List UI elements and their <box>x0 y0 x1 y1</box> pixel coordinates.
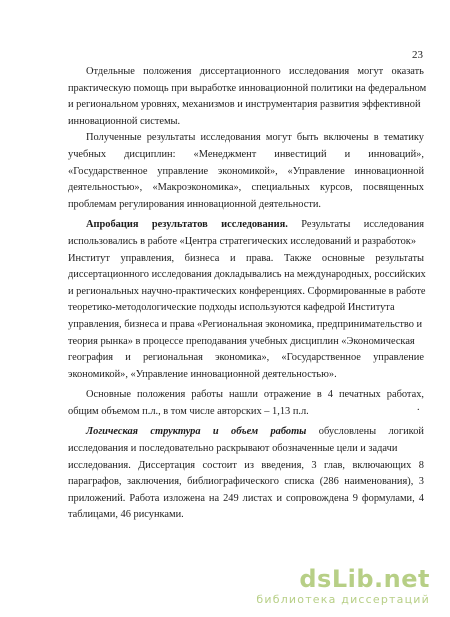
word: в <box>316 389 322 401</box>
watermark[interactable] <box>240 566 430 606</box>
word: приложений. <box>68 492 126 504</box>
bold-heading-word: Апробация <box>86 219 139 231</box>
word: Также <box>283 252 312 264</box>
word: Институт <box>68 252 110 264</box>
word: отражение <box>263 389 311 401</box>
text-line: таблицами, 46 рисунками. <box>68 509 184 521</box>
text-line <box>68 251 424 268</box>
word: бизнеса <box>184 252 220 264</box>
word: библиографического <box>187 476 279 488</box>
page-number: 23 <box>412 49 423 61</box>
watermark-logo[interactable]: dsLib.net <box>299 565 430 593</box>
word: инновационной <box>354 165 424 177</box>
word: курсов, <box>320 182 353 194</box>
text-line: общим объемом п.л., в том числе авторских – 1,13 п.л. <box>68 405 309 417</box>
word: исследования <box>288 66 350 77</box>
bold-heading-word: и <box>212 426 219 438</box>
word: региональная <box>142 352 203 364</box>
word: положения <box>143 66 192 77</box>
word: работах, <box>386 389 424 401</box>
bold-heading-word: Логическая <box>86 426 139 438</box>
text-line: теоретико-методологические подходы используются кафедрой Института <box>68 302 395 314</box>
word: география <box>68 352 114 364</box>
word: «Менеджмент <box>193 148 257 160</box>
bold-heading-word: результатов <box>151 219 208 231</box>
word: Отдельные <box>86 66 135 77</box>
text-line: исследования и последовательно раскрывают обозначенные цели и задачи <box>68 443 398 455</box>
word: из <box>244 459 254 471</box>
word: 4 <box>418 492 424 504</box>
watermark-subtitle: библиотека диссертаций <box>256 593 430 606</box>
word: могут <box>265 132 292 144</box>
bold-heading-word: исследования. <box>221 219 288 231</box>
word: оказать <box>391 66 424 77</box>
text-line: использовались в работе «Центра стратегических исследований и разработок» <box>68 235 417 247</box>
stray-mark: . <box>417 402 420 413</box>
word: диссертационного <box>199 66 281 77</box>
text-line <box>68 217 424 234</box>
word: глав, <box>324 459 346 471</box>
text-line <box>68 474 424 491</box>
word: исследования <box>363 219 424 231</box>
word: управление <box>373 352 424 364</box>
text-line <box>68 130 424 147</box>
word: в <box>373 132 379 144</box>
word: и <box>276 492 283 504</box>
text-line: практическую помощь при выработке инновационной политики на федеральном <box>68 82 427 94</box>
text-line <box>68 164 424 181</box>
text-line: инновационной системы. <box>68 115 181 127</box>
word: управления, <box>120 252 175 264</box>
word: Основные <box>86 389 131 401</box>
word: состоит <box>202 459 237 471</box>
word: и <box>125 352 131 364</box>
text-line <box>68 491 424 508</box>
text-line <box>68 424 424 441</box>
text-line <box>68 180 424 197</box>
word: работы <box>191 389 223 401</box>
word: печатных <box>338 389 381 401</box>
word: изложена <box>163 492 205 504</box>
text-line <box>68 458 424 475</box>
bold-heading-word: объем <box>231 426 259 438</box>
word: 3 <box>311 459 317 471</box>
word: включены <box>323 132 369 144</box>
word: «Государственное <box>281 352 361 364</box>
word: результаты <box>375 252 424 264</box>
word: «Государственное <box>68 165 148 177</box>
word: обусловлены <box>318 426 377 438</box>
word: инноваций», <box>368 148 424 160</box>
word: логикой <box>388 426 424 438</box>
word: заключения, <box>126 476 182 488</box>
bold-heading-word: работы <box>270 426 307 438</box>
word: включающих <box>352 459 412 471</box>
text-line: теория рынка» в процессе преподавания учебных дисциплин «Экономическая <box>68 335 415 347</box>
text-line: и региональном уровнях, механизмов и инструментария развития эффективной <box>68 99 421 111</box>
word: управление <box>157 165 209 177</box>
word: посвященных <box>362 182 424 194</box>
text-line <box>68 147 424 164</box>
word: исследования. <box>68 459 131 471</box>
word: результаты <box>146 132 196 144</box>
word: 4 <box>327 389 333 401</box>
word: тематику <box>383 132 424 144</box>
word: и <box>229 252 236 264</box>
bold-heading-word: структура <box>150 426 201 438</box>
word: экономика», <box>215 352 270 364</box>
text-line: диссертационного исследования докладывались на международных, российских <box>68 269 426 281</box>
word: положения <box>136 389 186 401</box>
word: исследования <box>200 132 261 144</box>
document-body <box>68 64 427 524</box>
word: 3 <box>418 476 424 488</box>
word: права. <box>246 252 274 264</box>
text-line <box>68 350 424 367</box>
word: наименования), <box>344 476 414 488</box>
word: Работа <box>129 492 160 504</box>
text-line: экономикой», «Управление инновационной деятельностью». <box>68 368 337 380</box>
word: дисциплин: <box>124 148 176 160</box>
text-line <box>68 64 424 81</box>
word: листах <box>242 492 273 504</box>
word: Полученные <box>86 132 142 144</box>
word: сопровождена <box>285 492 349 504</box>
word: «Макроэкономика», <box>152 182 242 194</box>
word: 9 <box>352 492 358 504</box>
word: Диссертация <box>138 459 196 471</box>
word: деятельностью», <box>68 182 143 194</box>
word: нашли <box>228 389 258 401</box>
text-line: и региональных научно-практических конференциях. Сформированные в работе <box>68 285 426 297</box>
word: быть <box>296 132 319 144</box>
word: списка <box>284 476 315 488</box>
word: параграфов, <box>68 476 122 488</box>
word: 8 <box>418 459 424 471</box>
text-line: управления, бизнеса и права «Региональная экономика, предпринимательство и <box>68 318 423 330</box>
word: (286 <box>319 476 339 488</box>
text-line <box>68 387 424 404</box>
word: 249 <box>223 492 239 504</box>
word: на <box>208 492 220 504</box>
text-line: проблемам регулирования инновационной деятельности. <box>68 198 322 210</box>
word: введения, <box>261 459 304 471</box>
word: могут <box>357 66 384 77</box>
word: формулами, <box>361 492 415 504</box>
word: инвестиций <box>274 148 327 160</box>
word: экономикой», <box>217 165 278 177</box>
word: «Управление <box>287 165 345 177</box>
word: Результаты <box>301 219 351 231</box>
word: основные <box>321 252 365 264</box>
word: и <box>344 148 351 160</box>
word: специальных <box>251 182 310 194</box>
word: учебных <box>68 148 107 160</box>
